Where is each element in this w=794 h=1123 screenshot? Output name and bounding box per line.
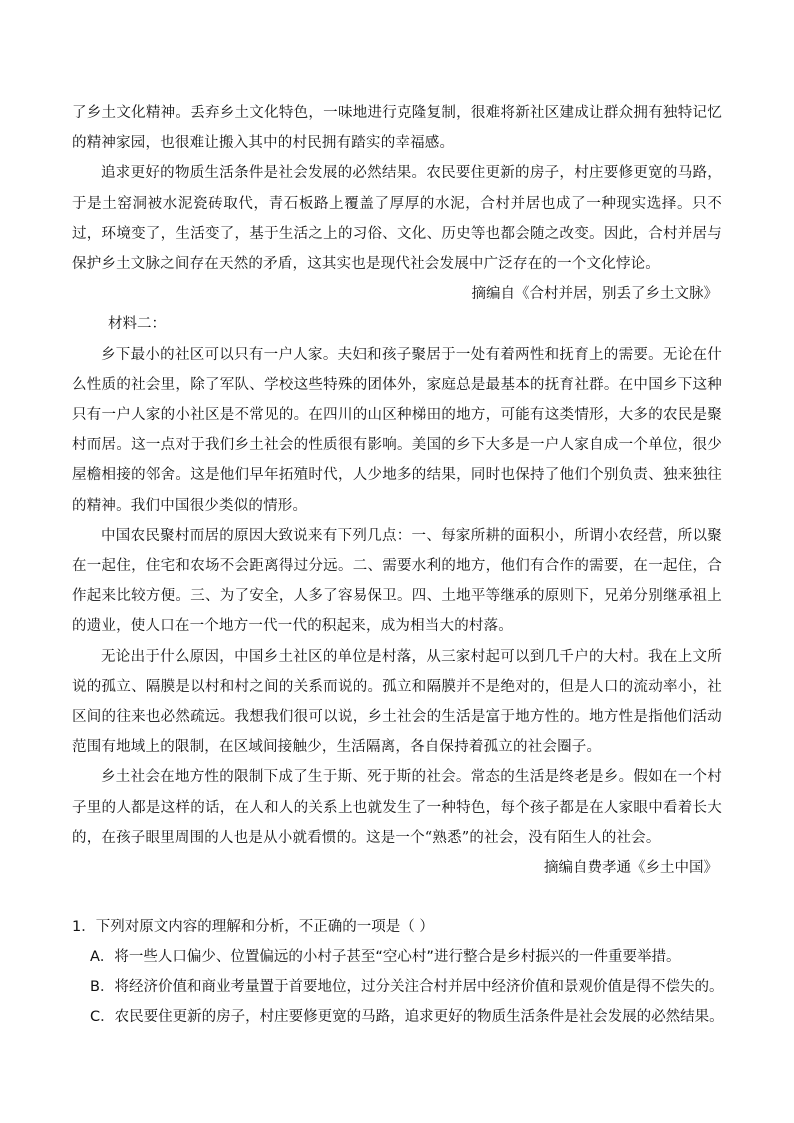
paragraph: 中国农民聚村而居的原因大致说来有下列几点：一、每家所耕的面积小，所谓小农经营，所以聚在一起住，住宅和农场不会距离得过分远。二、需要水利的地方，他们有合作的需要，在一起住，合作起来比较方便。三、为了安全，人多了容易保卫。四、土地平等继承的原则下，兄弟分别继承祖上的遗业，使人口在一个地方一代一代的积起来，成为相当大的村落。 (72, 527, 722, 635)
option-a: A．将一些人口偏少、位置偏远的小村子甚至“空心村”进行整合是乡村振兴的一件重要举措。 (90, 949, 681, 965)
option-b: B．将经济价值和商业考量置于首要地位，过分关注合村并居中经济价值和景观价值是得不偿失的。 (90, 979, 724, 995)
question-block (72, 912, 732, 1032)
question-stem: 1．下列对原文内容的理解和分析，不正确的一项是（ ） (72, 919, 434, 935)
material-label: 材料二： (108, 316, 166, 333)
paragraph: 乡土社会在地方性的限制下成了生于斯、死于斯的社会。常态的生活是终老是乡。假如在一个村子里的人都是这样的话，在人和人的关系上也就发生了一种特色，每个孩子都是在人家眼中看着长大的，在孩子眼里周围的人也是从小就看惯的。这是一个“熟悉”的社会，没有陌生人的社会。 (72, 769, 722, 846)
source-citation: 摘编自费孝通《乡土中国》 (544, 860, 718, 877)
reading-passage (72, 98, 722, 883)
option-c: C．农民要住更新的房子，村庄要修更宽的马路，追求更好的物质生活条件是社会发展的必然结果。 (90, 1009, 724, 1025)
paragraph: 追求更好的物质生活条件是社会发展的必然结果。农民要住更新的房子，村庄要修更宽的马路，于是土窑洞被水泥瓷砖取代，青石板路上覆盖了厚厚的水泥，合村并居也成了一种现实选择。只不过，环境变了，生活变了，基于生活之上的习俗、文化、历史等也都会随之改变。因此，合村并居与保护乡土文脉之间存在天然的矛盾，这其实也是现代社会发展中广泛存在的一个文化悖论。 (72, 165, 722, 273)
paragraph: 乡下最小的社区可以只有一户人家。夫妇和孩子聚居于一处有着两性和抚育上的需要。无论在什么性质的社会里，除了军队、学校这些特殊的团体外，家庭总是最基本的抚育社群。在中国乡下这种只有一户人家的小社区是不常见的。在四川的山区种梯田的地方，可能有这类情形，大多的农民是聚村而居。这一点对于我们乡土社会的性质很有影响。美国的乡下大多是一户人家自成一个单位，很少屋檐相接的邻舍。这是他们早年拓殖时代，人少地多的结果，同时也保持了他们个别负责、独来独往的精神。我们中国很少类似的情形。 (72, 346, 722, 514)
paragraph-continued: 了乡土文化精神。丢弃乡土文化特色，一味地进行克隆复制，很难将新社区建成让群众拥有独特记忆的精神家园，也很难让搬入其中的村民拥有踏实的幸福感。 (72, 105, 722, 152)
paragraph: 无论出于什么原因，中国乡土社区的单位是村落，从三家村起可以到几千户的大村。我在上文所说的孤立、隔膜是以村和村之间的关系而说的。孤立和隔膜并不是绝对的，但是人口的流动率小，社区间的往来也必然疏远。我想我们很可以说，乡土社会的生活是富于地方性的。地方性是指他们活动范围有地域上的限制，在区域间接触少，生活隔离，各自保持着孤立的社会圈子。 (72, 648, 722, 756)
source-citation: 摘编自《合村并居，别丢了乡土文脉》 (471, 286, 718, 303)
